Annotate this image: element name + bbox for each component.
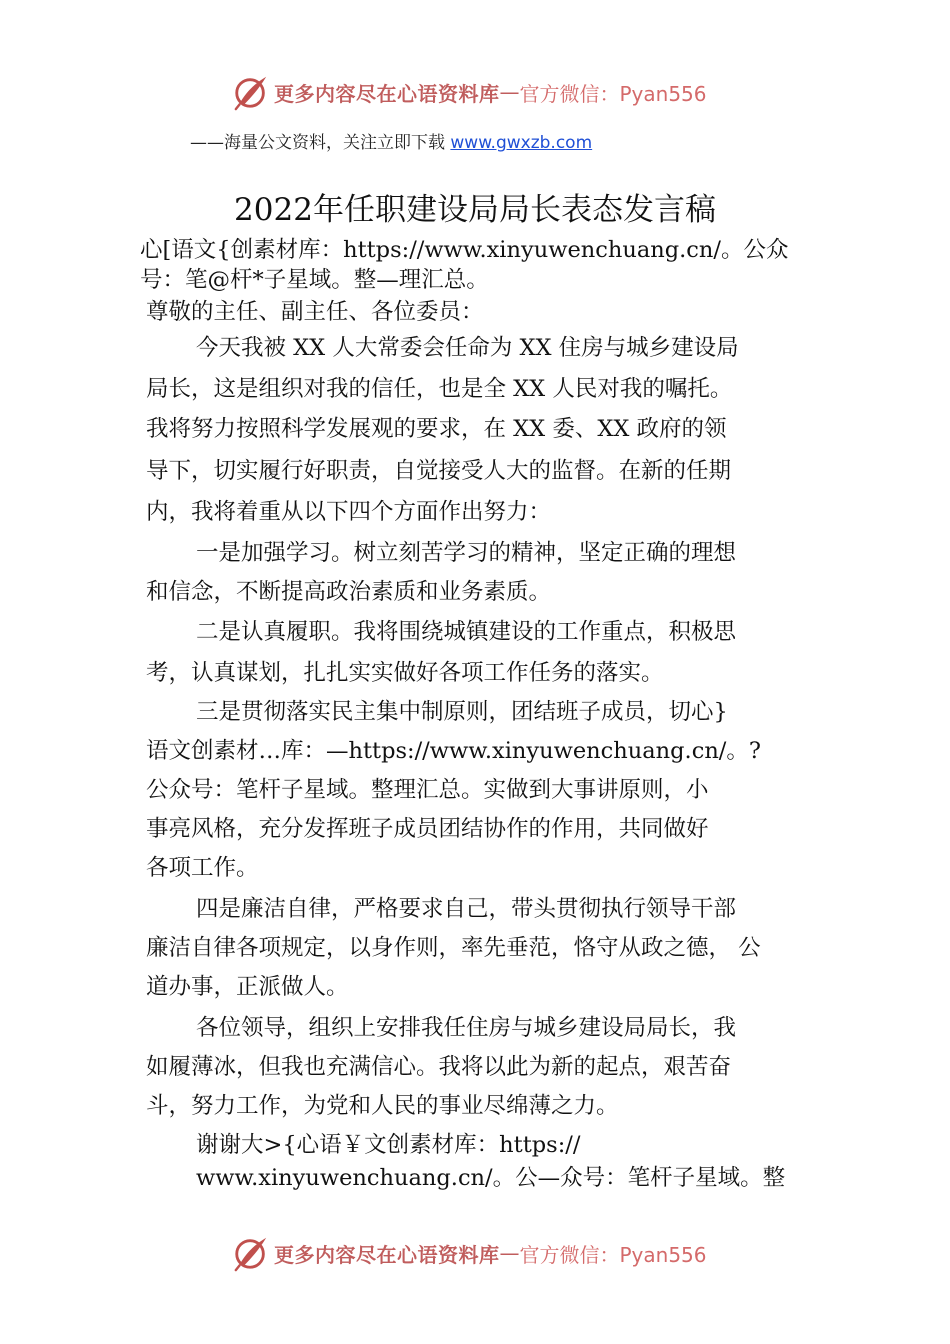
page-title: 2022年任职建设局局长表态发言稿 — [234, 192, 716, 228]
body-line: 二是认真履职。我将围绕城镇建设的工作重点，积极思 — [196, 619, 737, 645]
body-line: 各位领导，组织上安排我任住房与城乡建设局局长，我 — [196, 1015, 737, 1041]
body-line: 一是加强学习。树立刻苦学习的精神，坚定正确的理想 — [196, 540, 737, 566]
body-line: 导下，切实履行好职责，自觉接受人大的监督。在新的任期 — [146, 458, 732, 484]
banner-separator: — — [499, 80, 520, 104]
banner-main-text: 更多内容尽在心语资料库 — [274, 1242, 500, 1267]
quill-logo-icon — [232, 1234, 270, 1272]
header-banner — [232, 72, 707, 112]
body-line: 公众号：笔杆子星域。整理汇总。实做到大事讲原则，小 — [146, 777, 709, 803]
banner-main-text: 更多内容尽在心语资料库 — [274, 81, 500, 106]
body-line: 尊敬的主任、副主任、各位委员： — [146, 299, 484, 325]
body-line: 和信念，不断提高政治素质和业务素质。 — [146, 579, 552, 605]
body-line: 心[语文{创素材库：https://www.xinyuwenchuang.cn/。公众 — [140, 237, 789, 263]
banner-wechat-text: 官方微信：Pyan556 — [519, 81, 707, 106]
body-line: 三是贯彻落实民主集中制原则，团结班子成员，切心} — [196, 699, 728, 725]
body-line: 廉洁自律各项规定，以身作则，率先垂范，恪守从政之德， 公 — [146, 935, 761, 961]
banner-wechat-text: 官方微信：Pyan556 — [519, 1242, 707, 1267]
download-subline — [190, 128, 592, 153]
body-line: 各项工作。 — [146, 855, 259, 881]
body-line: 道办事，正派做人。 — [146, 974, 349, 1000]
body-line: 今天我被 XX 人大常委会任命为 XX 住房与城乡建设局 — [196, 335, 739, 361]
body-line: 四是廉洁自律，严格要求自己，带头贯彻执行领导干部 — [196, 896, 737, 922]
body-line: 事亮风格，充分发挥班子成员团结协作的作用，共同做好 — [146, 816, 709, 842]
footer-banner — [232, 1233, 707, 1273]
quill-logo-icon — [232, 73, 270, 111]
body-line: 如履薄冰，但我也充满信心。我将以此为新的起点，艰苦奋 — [146, 1054, 732, 1080]
body-line: 谢谢大>{心语￥文创素材库：https:// — [196, 1132, 581, 1158]
body-line: 号：笔@杆*子星域。整—理汇总。 — [140, 267, 489, 293]
body-line: 考，认真谋划，扎扎实实做好各项工作任务的落实。 — [146, 660, 664, 686]
gwxzb-link[interactable]: www.gwxzb.com — [450, 133, 593, 153]
body-line: 斗，努力工作，为党和人民的事业尽绵薄之力。 — [146, 1093, 619, 1119]
body-line: 语文创素材…库：—https://www.xinyuwenchuang.cn/。? — [146, 738, 761, 764]
body-line: www.xinyuwenchuang.cn/。公—众号：笔杆子星域。整 — [196, 1165, 786, 1191]
subline-prefix: ——海量公文资料，关注立即下载 — [190, 133, 451, 153]
body-line: 内，我将着重从以下四个方面作出努力： — [146, 499, 552, 525]
body-line: 局长，这是组织对我的信任，也是全 XX 人民对我的嘱托。 — [146, 376, 733, 402]
banner-separator: — — [499, 1241, 520, 1265]
body-line: 我将努力按照科学发展观的要求，在 XX 委、XX 政府的领 — [146, 416, 727, 442]
